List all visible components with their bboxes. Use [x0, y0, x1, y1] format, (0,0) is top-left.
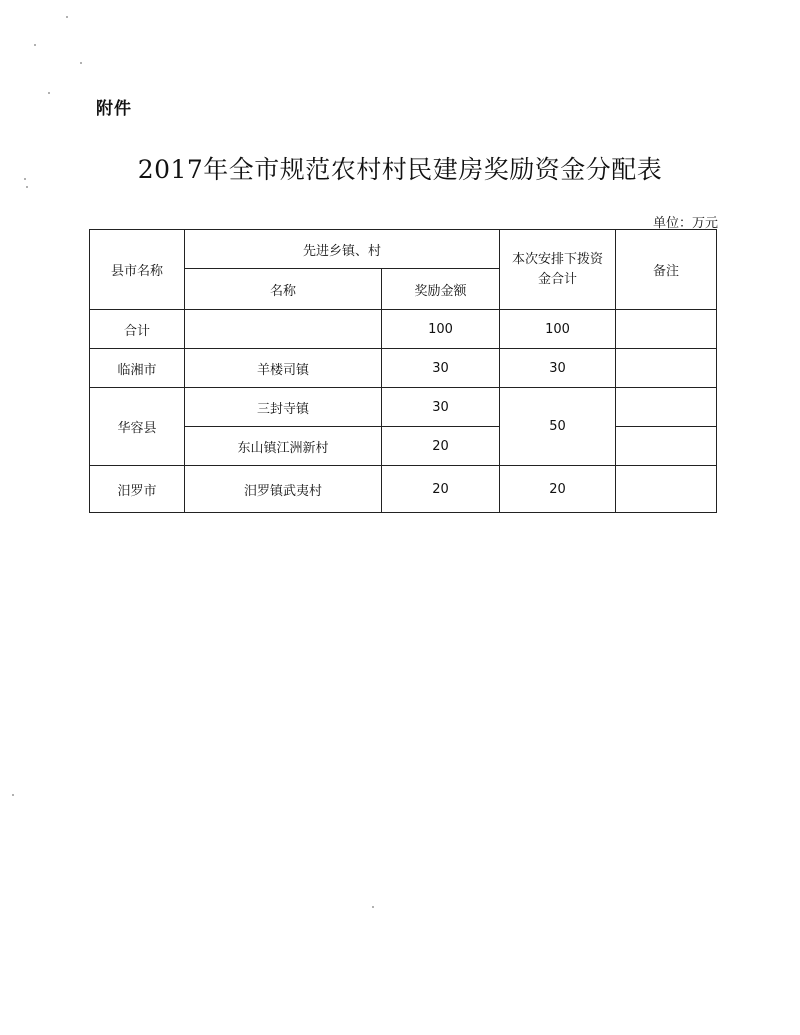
- remarks-cell: [616, 349, 717, 388]
- award-cell: 30: [382, 349, 500, 388]
- scan-speck: [66, 16, 68, 18]
- document-title: 2017年全市规范农村村民建房奖励资金分配表: [137, 155, 663, 184]
- header-advanced-group: 先进乡镇、村: [185, 230, 500, 269]
- header-remarks: 备注: [616, 230, 717, 310]
- allocated-cell: 30: [500, 349, 616, 388]
- scan-speck: [26, 186, 28, 188]
- header-allocated-total: 本次安排下拨资金合计: [500, 230, 616, 310]
- name-cell: 三封寺镇: [185, 388, 382, 427]
- scan-speck: [80, 62, 82, 64]
- table-row: [90, 349, 717, 388]
- scan-speck: [48, 92, 50, 94]
- award-cell: 20: [382, 466, 500, 513]
- remarks-cell: [616, 427, 717, 466]
- header-county: 县市名称: [90, 230, 185, 310]
- scan-speck: [24, 178, 26, 180]
- name-cell: 汨罗镇武夷村: [185, 466, 382, 513]
- table-row: [90, 388, 717, 427]
- county-cell: 汨罗市: [90, 466, 185, 513]
- total-award: 100: [382, 310, 500, 349]
- allocated-cell: 20: [500, 466, 616, 513]
- attachment-label: 附件: [96, 99, 132, 119]
- remarks-cell: [616, 388, 717, 427]
- allocation-table: [89, 229, 717, 513]
- header-name: 名称: [185, 269, 382, 310]
- unit-label: 单位：万元: [652, 216, 718, 231]
- award-cell: 30: [382, 388, 500, 427]
- name-cell: 羊楼司镇: [185, 349, 382, 388]
- award-cell: 20: [382, 427, 500, 466]
- total-label: 合计: [90, 310, 185, 349]
- allocated-cell: 50: [500, 388, 616, 466]
- header-row: [90, 230, 717, 269]
- scan-speck: [12, 794, 14, 796]
- header-award: 奖励金额: [382, 269, 500, 310]
- remarks-cell: [616, 466, 717, 513]
- county-cell: 临湘市: [90, 349, 185, 388]
- scan-speck: [34, 44, 36, 46]
- total-remarks: [616, 310, 717, 349]
- table-row: [90, 466, 717, 513]
- total-allocated: 100: [500, 310, 616, 349]
- name-cell: 东山镇江洲新村: [185, 427, 382, 466]
- total-name-cell: [185, 310, 382, 349]
- scan-speck: [372, 906, 374, 908]
- table-row: [90, 427, 717, 466]
- total-row: [90, 310, 717, 349]
- county-cell: 华容县: [90, 388, 185, 466]
